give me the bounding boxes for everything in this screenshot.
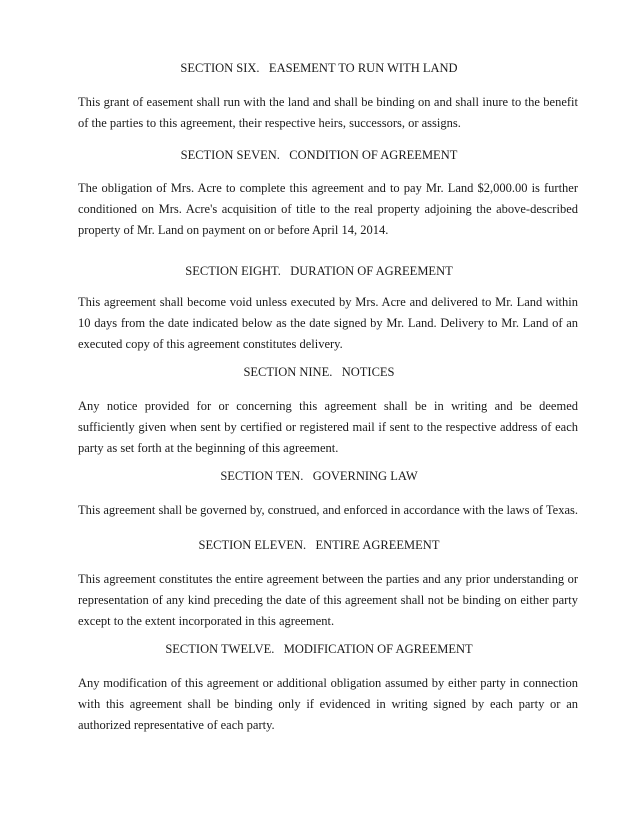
section-nine-heading: SECTION NINE. NOTICES — [243, 365, 395, 379]
section-six-heading: SECTION SIX. EASEMENT TO RUN WITH LAND — [180, 61, 458, 75]
section-seven-text: The obligation of Mrs. Acre to complete this agreement and to pay Mr. Land $2,000.00 is further conditioned on Mrs. Acre's acquisition of title to the real property adjoining the above-described property of Mr. Land on payment on or before April 14, 2014. — [78, 181, 578, 237]
section-twelve-text: Any modification of this agreement or additional obligation assumed by either party in connection with this agreement shall be binding only if evidenced in writing signed by each party or an authorized representative of each party. — [78, 676, 578, 732]
section-seven-heading: SECTION SEVEN. CONDITION OF AGREEMENT — [180, 148, 458, 162]
section-nine-text: Any notice provided for or concerning this agreement shall be in writing and be deemed sufficiently given when sent by certified or registered mail if sent to the respective address of each party as set forth at the beginning of this agreement. — [78, 399, 578, 455]
section-ten-heading: SECTION TEN. GOVERNING LAW — [220, 469, 418, 483]
section-six-text: This grant of easement shall run with the land and shall be binding on and shall inure to the benefit of the parties to this agreement, their respective heirs, successors, or assigns. — [78, 95, 578, 130]
section-eight-heading: SECTION EIGHT. DURATION OF AGREEMENT — [185, 264, 453, 278]
section-eight-text: This agreement shall become void unless executed by Mrs. Acre and delivered to Mr. Land within 10 days from the date indicated below as the date signed by Mr. Land. Delivery to Mr. Land of an executed copy of this agreement constitutes delivery. — [78, 295, 578, 351]
section-eleven-text: This agreement constitutes the entire agreement between the parties and any prior understanding or representation of any kind preceding the date of this agreement shall not be binding on either party except to the extent incorporated in this agreement. — [78, 572, 578, 628]
section-twelve-heading: SECTION TWELVE. MODIFICATION OF AGREEMENT — [165, 642, 473, 656]
section-ten-text: This agreement shall be governed by, construed, and enforced in accordance with the laws of Texas. — [78, 503, 578, 517]
section-eleven-heading: SECTION ELEVEN. ENTIRE AGREEMENT — [198, 538, 440, 552]
